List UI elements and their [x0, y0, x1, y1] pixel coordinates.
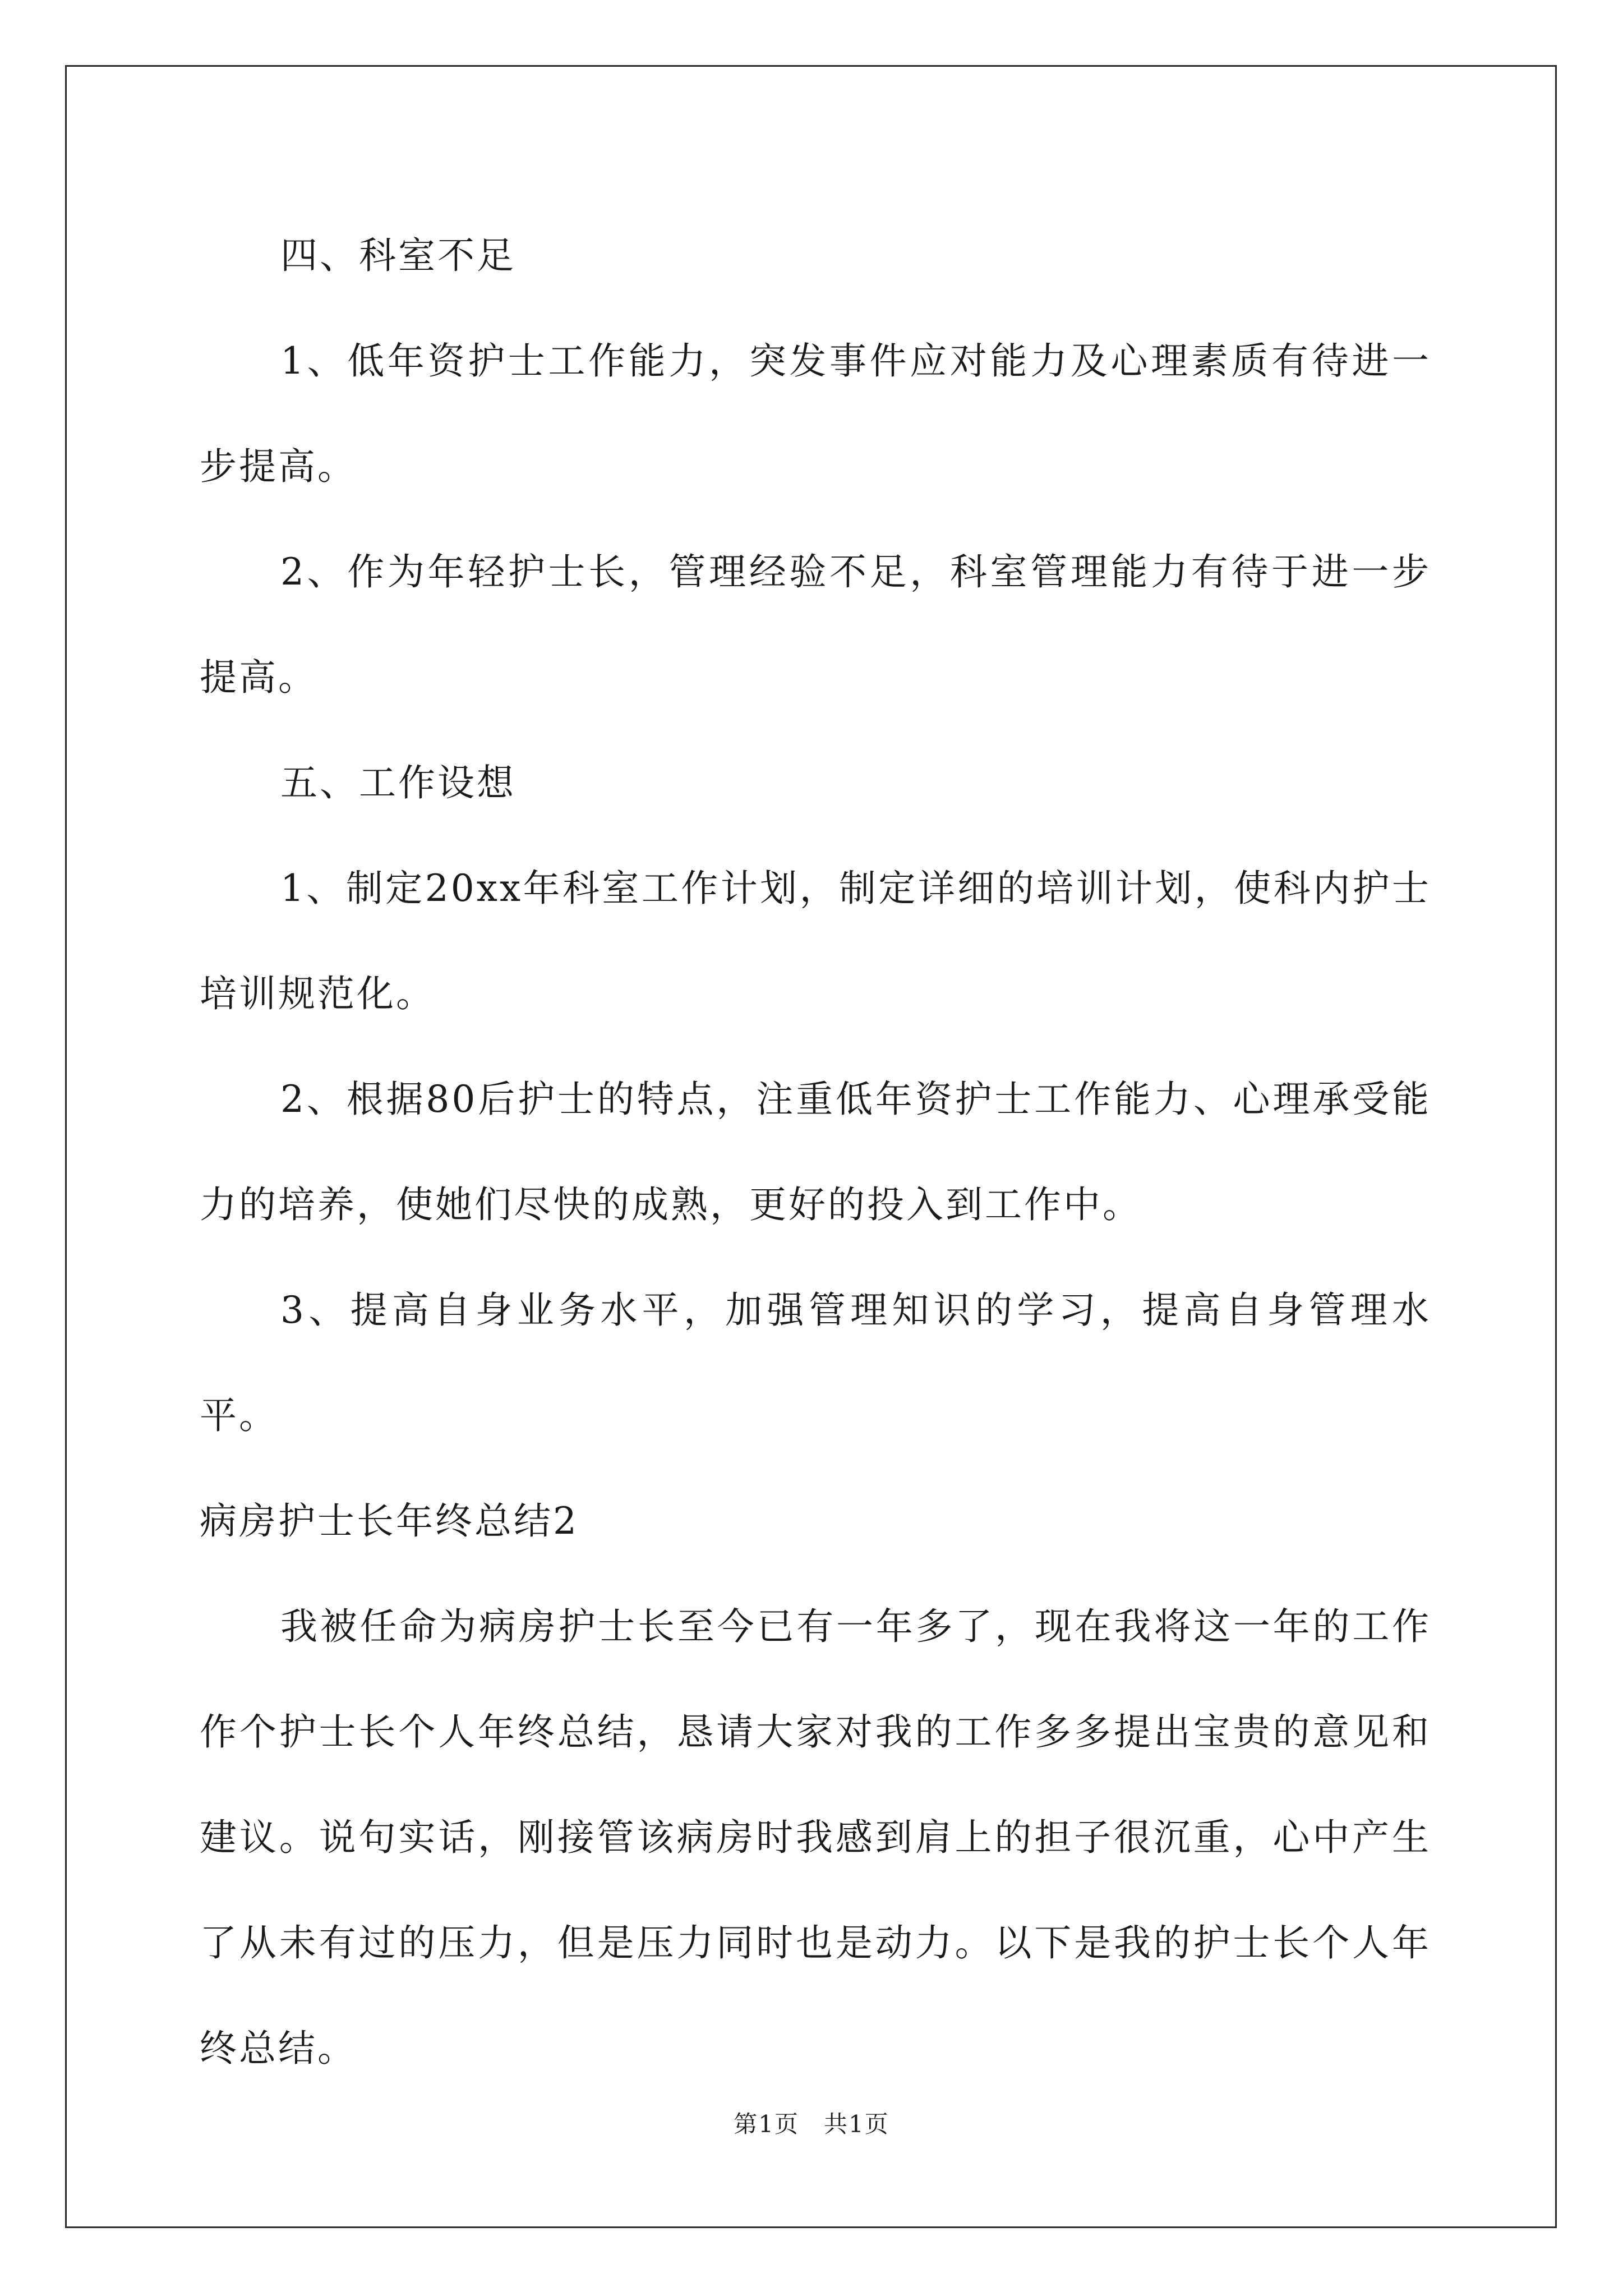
paragraph-plan-2: 2、根据80后护士的特点，注重低年资护士工作能力、心理承受能力的培养，使她们尽快的成熟，更好的投入到工作中。	[200, 1078, 1431, 1226]
document-body	[200, 203, 1431, 2101]
paragraph-shortcoming-1: 1、低年资护士工作能力，突发事件应对能力及心理素质有待进一步提高。	[200, 339, 1431, 488]
paragraph-intro: 我被任命为病房护士长至今已有一年多了，现在我将这一年的工作作个护士长个人年终总结，恳请大家对我的工作多多提出宝贵的意见和建议。说句实话，刚接管该病房时我感到肩上的担子很沉重，心中产生了从未有过的压力，但是压力同时也是动力。以下是我的护士长个人年终总结。	[200, 1605, 1431, 2070]
section-heading-work-plan: 五、工作设想	[280, 761, 516, 804]
document-title-2: 病房护士长年终总结2	[200, 1499, 579, 1543]
paragraph-plan-3: 3、提高自身业务水平，加强管理知识的学习，提高自身管理水平。	[200, 1289, 1431, 1437]
paragraph-plan-1: 1、制定20xx年科室工作计划，制定详细的培训计划，使科内护士培训规范化。	[200, 867, 1431, 1015]
page-number-footer: 第1页 共1页	[734, 2110, 889, 2138]
section-heading-shortcomings: 四、科室不足	[280, 234, 516, 277]
paragraph-shortcoming-2: 2、作为年轻护士长，管理经验不足，科室管理能力有待于进一步提高。	[200, 550, 1431, 699]
